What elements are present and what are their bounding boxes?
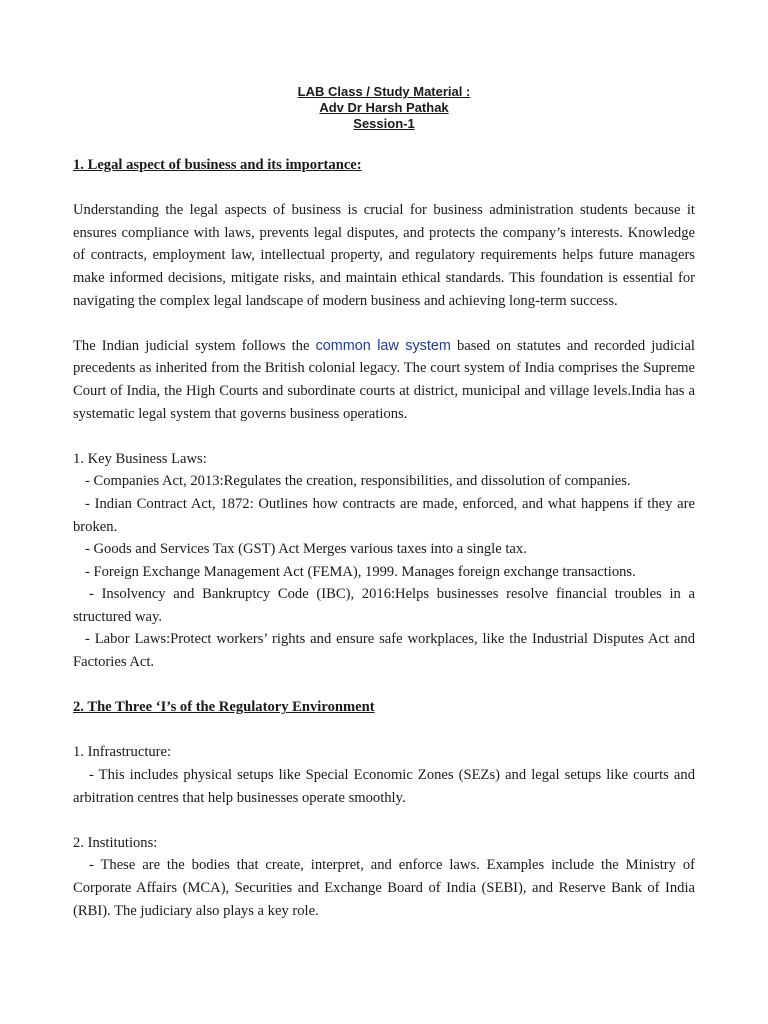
- spacer: [73, 425, 695, 448]
- infrastructure-text: - This includes physical setups like Special Economic Zones (SEZs) and legal setups like courts and arbitration centres that help businesses operate smoothly.: [73, 767, 695, 806]
- document-header: [0, 84, 768, 132]
- spacer: [73, 809, 695, 832]
- section-1-paragraph-2: [73, 335, 695, 425]
- header-line-session: Session-1: [353, 116, 415, 131]
- paragraph-2-lead: The Indian judicial system follows the: [73, 337, 316, 354]
- law-item: - Companies Act, 2013:Regulates the creation, responsibilities, and dissolution of companies.: [85, 473, 631, 490]
- law-item: - Insolvency and Bankruptcy Code (IBC), 2016:Helps businesses resolve financial troubles in a structured way.: [73, 586, 695, 625]
- law-item: - Foreign Exchange Management Act (FEMA), 1999. Manages foreign exchange transactions.: [85, 563, 636, 580]
- law-item: - Indian Contract Act, 1872: Outlines how contracts are made, enforced, and what happens if they are broken.: [73, 495, 695, 535]
- section-2-heading: 2. The Three ‘I’s of the Regulatory Environment: [73, 699, 375, 716]
- document-body: [73, 154, 695, 922]
- institutions-text: - These are the bodies that create, interpret, and enforce laws. Examples include the Ministry of Corporate Affairs (MCA), Securities and Exchange Board of India (SEBI), and Reserve Bank of India (RBI). The judiciary also plays a key role.: [73, 857, 695, 919]
- law-item: - Labor Laws:Protect workers’ rights and ensure safe workplaces, like the Industrial Disputes Act and Factories Act.: [73, 631, 695, 671]
- key-business-laws-title: 1. Key Business Laws:: [73, 450, 207, 467]
- infrastructure-title: 1. Infrastructure:: [73, 744, 172, 761]
- header-line-author: Adv Dr Harsh Pathak: [319, 100, 449, 115]
- paragraph-2-rest: based on statutes and recorded judicial precedents as inherited from the British colonial legacy. The court system of India comprises the Supreme Court of India, the High Courts and subordinate courts at district, municipal and village levels.India has a systematic legal system that governs business operations.: [73, 337, 695, 422]
- common-law-emphasis: common law system: [315, 337, 451, 354]
- institutions-title: 2. Institutions:: [73, 834, 158, 851]
- header-line-class: LAB Class / Study Material :: [297, 84, 471, 99]
- spacer: [73, 674, 695, 697]
- spacer: [73, 719, 695, 742]
- spacer: [73, 312, 695, 335]
- spacer: [73, 177, 695, 200]
- section-1-heading: 1. Legal aspect of business and its importance:: [73, 157, 362, 173]
- law-item: - Goods and Services Tax (GST) Act Merges various taxes into a single tax.: [85, 541, 527, 558]
- section-1-paragraph-1: Understanding the legal aspects of business is crucial for business administration students because it ensures compliance with laws, prevents legal disputes, and protects the company’s interests. Knowledge of contracts, employment law, intellectual property, and regulatory requirements helps future managers make informed decisions, mitigate risks, and maintain ethical standards. This foundation is essential for navigating the complex legal landscape of modern business and achieving long-term success.: [73, 202, 695, 309]
